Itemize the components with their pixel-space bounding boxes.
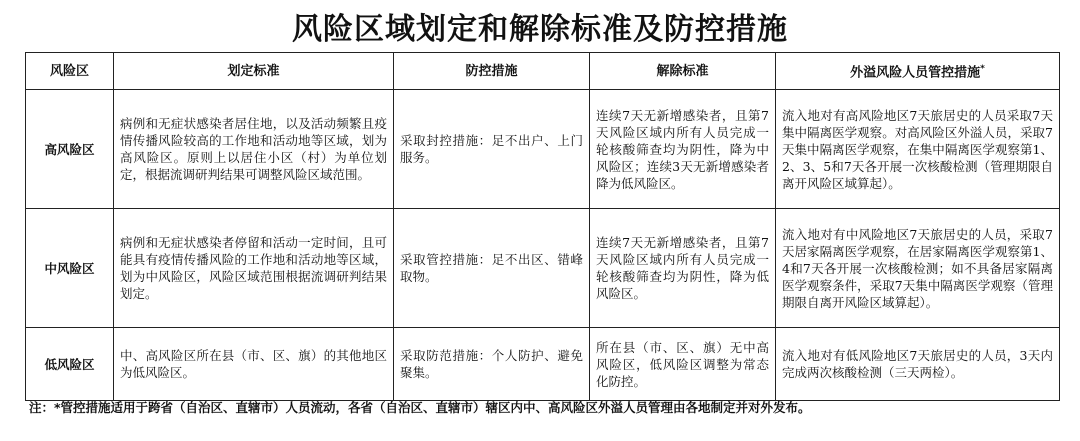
measures-cell: 采取防范措施：个人防护、避免聚集。 (394, 328, 590, 401)
risk-table (25, 52, 1060, 401)
criteria-cell: 中、高风险区所在县（市、区、旗）的其他地区为低风险区。 (114, 328, 394, 401)
table-row-low (26, 328, 1060, 401)
measures-cell: 采取封控措施：足不出户、上门服务。 (394, 90, 590, 209)
header-risk-area: 风险区 (26, 53, 114, 90)
header-release: 解除标准 (590, 53, 776, 90)
table-header-row (26, 53, 1060, 90)
risk-level: 高风险区 (26, 90, 114, 209)
header-spillover-label: 外溢风险人员管控措施 (850, 65, 981, 81)
risk-level: 中风险区 (26, 209, 114, 328)
spillover-cell: 流入地对有低风险地区7天旅居史的人员，3天内完成两次核酸检测（三天两检）。 (776, 328, 1060, 401)
header-criteria: 划定标准 (114, 53, 394, 90)
release-cell: 连续7天无新增感染者，且第7天风险区域内所有人员完成一轮核酸筛查均为阴性，降为中风险区；连续3天无新增感染者降为低风险区。 (590, 90, 776, 209)
footnote-mark: * (980, 63, 985, 74)
table-row-high (26, 90, 1060, 209)
measures-cell: 采取管控措施：足不出区、错峰取物。 (394, 209, 590, 328)
criteria-cell: 病例和无症状感染者居住地，以及活动频繁且疫情传播风险较高的工作地和活动地等区域，划为高风险区。原则上以居住小区（村）为单位划定，根据流调研判结果可调整风险区域范围。 (114, 90, 394, 209)
spillover-cell: 流入地对有高风险地区7天旅居史的人员采取7天集中隔离医学观察。对高风险区外溢人员，采取7天集中隔离医学观察，在集中隔离医学观察第1、2、3、5和7天各开展一次核酸检测（管理期限自离开风险区域算起）。 (776, 90, 1060, 209)
table-row-medium (26, 209, 1060, 328)
footnote: 注：*管控措施适用于跨省（自治区、直辖市）人员流动，各省（自治区、直辖市）辖区内中、高风险区外溢人员管理由各地制定并对外发布。 (29, 400, 811, 415)
header-measures: 防控措施 (394, 53, 590, 90)
page-title: 风险区域划定和解除标准及防控措施 (292, 12, 788, 47)
criteria-cell: 病例和无症状感染者停留和活动一定时间，且可能具有疫情传播风险的工作地和活动地等区域，划为中风险区，风险区域范围根据流调研判结果划定。 (114, 209, 394, 328)
risk-level: 低风险区 (26, 328, 114, 401)
release-cell: 连续7天无新增感染者，且第7天风险区域内所有人员完成一轮核酸筛查均为阴性，降为低风险区。 (590, 209, 776, 328)
spillover-cell: 流入地对有中风险地区7天旅居史的人员，采取7天居家隔离医学观察，在居家隔离医学观察第1、4和7天各开展一次核酸检测；如不具备居家隔离医学观察条件，采取7天集中隔离医学观察（管理期限自离开风险区域算起）。 (776, 209, 1060, 328)
header-spillover (776, 53, 1060, 90)
release-cell: 所在县（市、区、旗）无中高风险区，低风险区调整为常态化防控。 (590, 328, 776, 401)
